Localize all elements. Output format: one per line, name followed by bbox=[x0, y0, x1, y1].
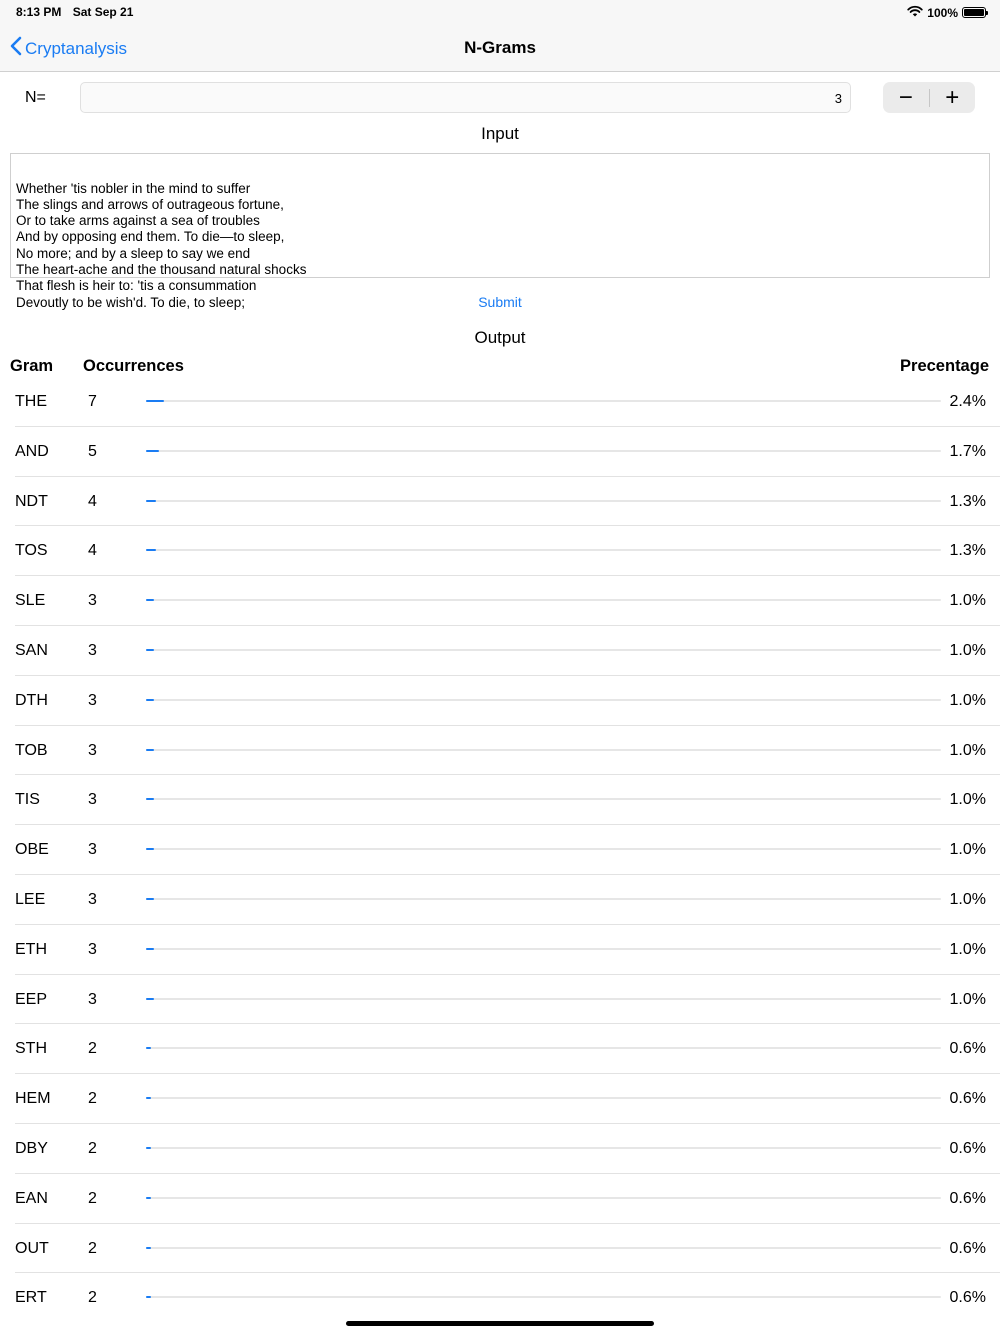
percentage-bar-track bbox=[146, 549, 941, 551]
occurrences-cell: 2 bbox=[88, 1289, 97, 1307]
decrement-button[interactable]: − bbox=[898, 83, 913, 111]
gram-cell: TOB bbox=[15, 741, 48, 759]
percentage-cell: 2.4% bbox=[949, 393, 986, 410]
percentage-bar-fill bbox=[146, 749, 154, 751]
input-text-line: Devoutly to be wish'd. To die, to sleep; bbox=[16, 294, 245, 310]
occurrences-cell: 2 bbox=[88, 1239, 97, 1257]
percentage-bar-track bbox=[146, 1047, 941, 1049]
occurrences-cell: 2 bbox=[88, 1090, 97, 1108]
percentage-cell: 0.6% bbox=[949, 1139, 986, 1157]
percentage-cell: 1.0% bbox=[949, 841, 986, 859]
status-time bbox=[16, 5, 133, 19]
occurrences-cell: 3 bbox=[88, 841, 97, 859]
gram-cell: AND bbox=[15, 442, 49, 460]
percentage-bar-track bbox=[146, 798, 941, 800]
table-row bbox=[0, 726, 1000, 776]
percentage-bar-track bbox=[146, 749, 941, 751]
percentage-cell: 1.0% bbox=[949, 791, 986, 809]
percentage-bar-track bbox=[146, 1147, 941, 1149]
table-row bbox=[0, 626, 1000, 676]
gram-cell: NDT bbox=[15, 492, 48, 510]
gram-cell: DBY bbox=[15, 1139, 48, 1157]
gram-cell: LEE bbox=[15, 890, 46, 908]
table-row bbox=[0, 1074, 1000, 1124]
occurrences-cell: 2 bbox=[88, 1139, 97, 1157]
table-row bbox=[0, 1224, 1000, 1274]
increment-button[interactable]: + bbox=[945, 83, 960, 111]
percentage-bar-fill bbox=[146, 848, 154, 850]
percentage-bar-track bbox=[146, 500, 941, 502]
table-row bbox=[0, 975, 1000, 1025]
percentage-bar-track bbox=[146, 1296, 941, 1298]
table-row bbox=[0, 875, 1000, 925]
percentage-cell: 1.0% bbox=[949, 691, 986, 709]
occurrences-cell: 5 bbox=[88, 442, 97, 460]
percentage-bar-track bbox=[146, 848, 941, 850]
page-title: N-Grams bbox=[464, 38, 536, 57]
column-header-gram: Gram bbox=[10, 357, 54, 375]
percentage-bar-track bbox=[146, 1247, 941, 1249]
gram-cell: OBE bbox=[15, 841, 49, 859]
gram-cell: TOS bbox=[15, 542, 48, 560]
gram-cell: SLE bbox=[15, 592, 46, 610]
battery-percent: 100% bbox=[927, 5, 958, 20]
gram-cell: TIS bbox=[15, 791, 40, 809]
gram-cell: EAN bbox=[15, 1189, 48, 1207]
occurrences-cell: 3 bbox=[88, 592, 97, 610]
percentage-bar-track bbox=[146, 699, 941, 701]
occurrences-cell: 2 bbox=[88, 1040, 97, 1058]
occurrences-cell: 3 bbox=[88, 641, 97, 659]
percentage-bar-track bbox=[146, 1097, 941, 1099]
gram-cell: STH bbox=[15, 1040, 47, 1058]
percentage-cell: 1.3% bbox=[949, 492, 986, 510]
input-text-line: And by opposing end them. To die—to sleep, bbox=[16, 229, 285, 245]
percentage-cell: 1.7% bbox=[949, 442, 986, 460]
input-text-line: That flesh is heir to: 'tis a consummation bbox=[16, 278, 257, 294]
percentage-cell: 0.6% bbox=[949, 1090, 986, 1108]
gram-cell: ERT bbox=[15, 1289, 47, 1307]
percentage-bar-track bbox=[146, 998, 941, 1000]
percentage-cell: 0.6% bbox=[949, 1239, 986, 1257]
percentage-cell: 1.0% bbox=[949, 990, 986, 1008]
n-label: N= bbox=[25, 89, 46, 106]
table-row bbox=[0, 1024, 1000, 1074]
percentage-bar-fill bbox=[146, 699, 154, 701]
percentage-cell: 0.6% bbox=[949, 1289, 986, 1307]
occurrences-cell: 4 bbox=[88, 492, 97, 510]
input-text-lines bbox=[16, 181, 984, 311]
back-button-label: Cryptanalysis bbox=[25, 38, 128, 58]
status-bar bbox=[0, 0, 1000, 24]
table-row bbox=[0, 576, 1000, 626]
percentage-bar-track bbox=[146, 649, 941, 651]
navigation-bar bbox=[0, 24, 1000, 72]
percentage-bar-track bbox=[146, 400, 941, 402]
occurrences-cell: 3 bbox=[88, 741, 97, 759]
percentage-bar-fill bbox=[146, 450, 159, 452]
occurrences-cell: 3 bbox=[88, 990, 97, 1008]
gram-cell: HEM bbox=[15, 1090, 51, 1108]
percentage-bar-fill bbox=[146, 1247, 151, 1249]
percentage-bar-fill bbox=[146, 898, 154, 900]
gram-cell: EEP bbox=[15, 990, 48, 1008]
percentage-bar-fill bbox=[146, 1197, 151, 1199]
ngram-table bbox=[0, 377, 1000, 1323]
table-row bbox=[0, 925, 1000, 975]
percentage-cell: 1.0% bbox=[949, 940, 986, 958]
input-section-title: Input bbox=[481, 124, 519, 143]
occurrences-cell: 3 bbox=[88, 691, 97, 709]
submit-button[interactable]: Submit bbox=[478, 294, 522, 310]
percentage-bar-fill bbox=[146, 1047, 151, 1049]
home-indicator bbox=[346, 1321, 654, 1326]
table-row bbox=[0, 1273, 1000, 1323]
percentage-bar-track bbox=[146, 599, 941, 601]
status-right bbox=[907, 5, 986, 20]
percentage-cell: 1.0% bbox=[949, 890, 986, 908]
percentage-bar-track bbox=[146, 1197, 941, 1199]
column-header-percentage: Precentage bbox=[900, 357, 989, 375]
table-row bbox=[0, 1124, 1000, 1174]
percentage-bar-fill bbox=[146, 549, 156, 551]
percentage-bar-fill bbox=[146, 1296, 151, 1298]
percentage-bar-fill bbox=[146, 998, 154, 1000]
occurrences-cell: 4 bbox=[88, 542, 97, 560]
percentage-bar-track bbox=[146, 450, 941, 452]
table-row bbox=[0, 427, 1000, 477]
gram-cell: ETH bbox=[15, 940, 47, 958]
n-value-field[interactable]: 3 bbox=[80, 82, 851, 113]
battery-icon bbox=[962, 7, 986, 18]
table-header bbox=[0, 357, 1000, 377]
input-text-line: The heart-ache and the thousand natural shocks bbox=[16, 262, 307, 278]
input-text-line: Or to take arms against a sea of troubles bbox=[16, 213, 260, 229]
table-row bbox=[0, 377, 1000, 427]
occurrences-cell: 7 bbox=[88, 393, 97, 410]
percentage-cell: 1.0% bbox=[949, 592, 986, 610]
table-row bbox=[0, 477, 1000, 527]
percentage-cell: 0.6% bbox=[949, 1040, 986, 1058]
n-stepper bbox=[883, 82, 975, 113]
table-row bbox=[0, 676, 1000, 726]
table-row bbox=[0, 1174, 1000, 1224]
occurrences-cell: 3 bbox=[88, 791, 97, 809]
percentage-cell: 0.6% bbox=[949, 1189, 986, 1207]
occurrences-cell: 3 bbox=[88, 940, 97, 958]
table-row bbox=[0, 825, 1000, 875]
status-time-text: 8:13 PM bbox=[16, 5, 62, 19]
output-section-title: Output bbox=[474, 328, 526, 347]
percentage-bar-fill bbox=[146, 1147, 151, 1149]
percentage-bar-fill bbox=[146, 1097, 151, 1099]
occurrences-cell: 3 bbox=[88, 890, 97, 908]
table-row bbox=[0, 526, 1000, 576]
percentage-bar-fill bbox=[146, 599, 154, 601]
table-row bbox=[0, 775, 1000, 825]
status-date: Sat Sep 21 bbox=[72, 5, 134, 19]
percentage-bar-fill bbox=[146, 500, 156, 502]
percentage-bar-fill bbox=[146, 400, 164, 402]
input-text-line: The slings and arrows of outrageous fortune, bbox=[16, 196, 284, 212]
wifi-icon bbox=[907, 5, 923, 20]
percentage-bar-fill bbox=[146, 948, 154, 950]
percentage-bar-fill bbox=[146, 649, 154, 651]
percentage-bar-fill bbox=[146, 798, 154, 800]
input-text-line: No more; and by a sleep to say we end bbox=[16, 245, 251, 261]
input-text-line: Whether 'tis nobler in the mind to suffer bbox=[16, 180, 251, 196]
gram-cell: OUT bbox=[15, 1239, 49, 1257]
gram-cell: THE bbox=[15, 393, 47, 410]
percentage-bar-track bbox=[146, 948, 941, 950]
percentage-cell: 1.0% bbox=[949, 741, 986, 759]
column-header-occurrences: Occurrences bbox=[83, 357, 184, 375]
percentage-cell: 1.3% bbox=[949, 542, 986, 560]
gram-cell: DTH bbox=[15, 691, 48, 709]
percentage-cell: 1.0% bbox=[949, 641, 986, 659]
percentage-bar-track bbox=[146, 898, 941, 900]
occurrences-cell: 2 bbox=[88, 1189, 97, 1207]
gram-cell: SAN bbox=[15, 641, 48, 659]
